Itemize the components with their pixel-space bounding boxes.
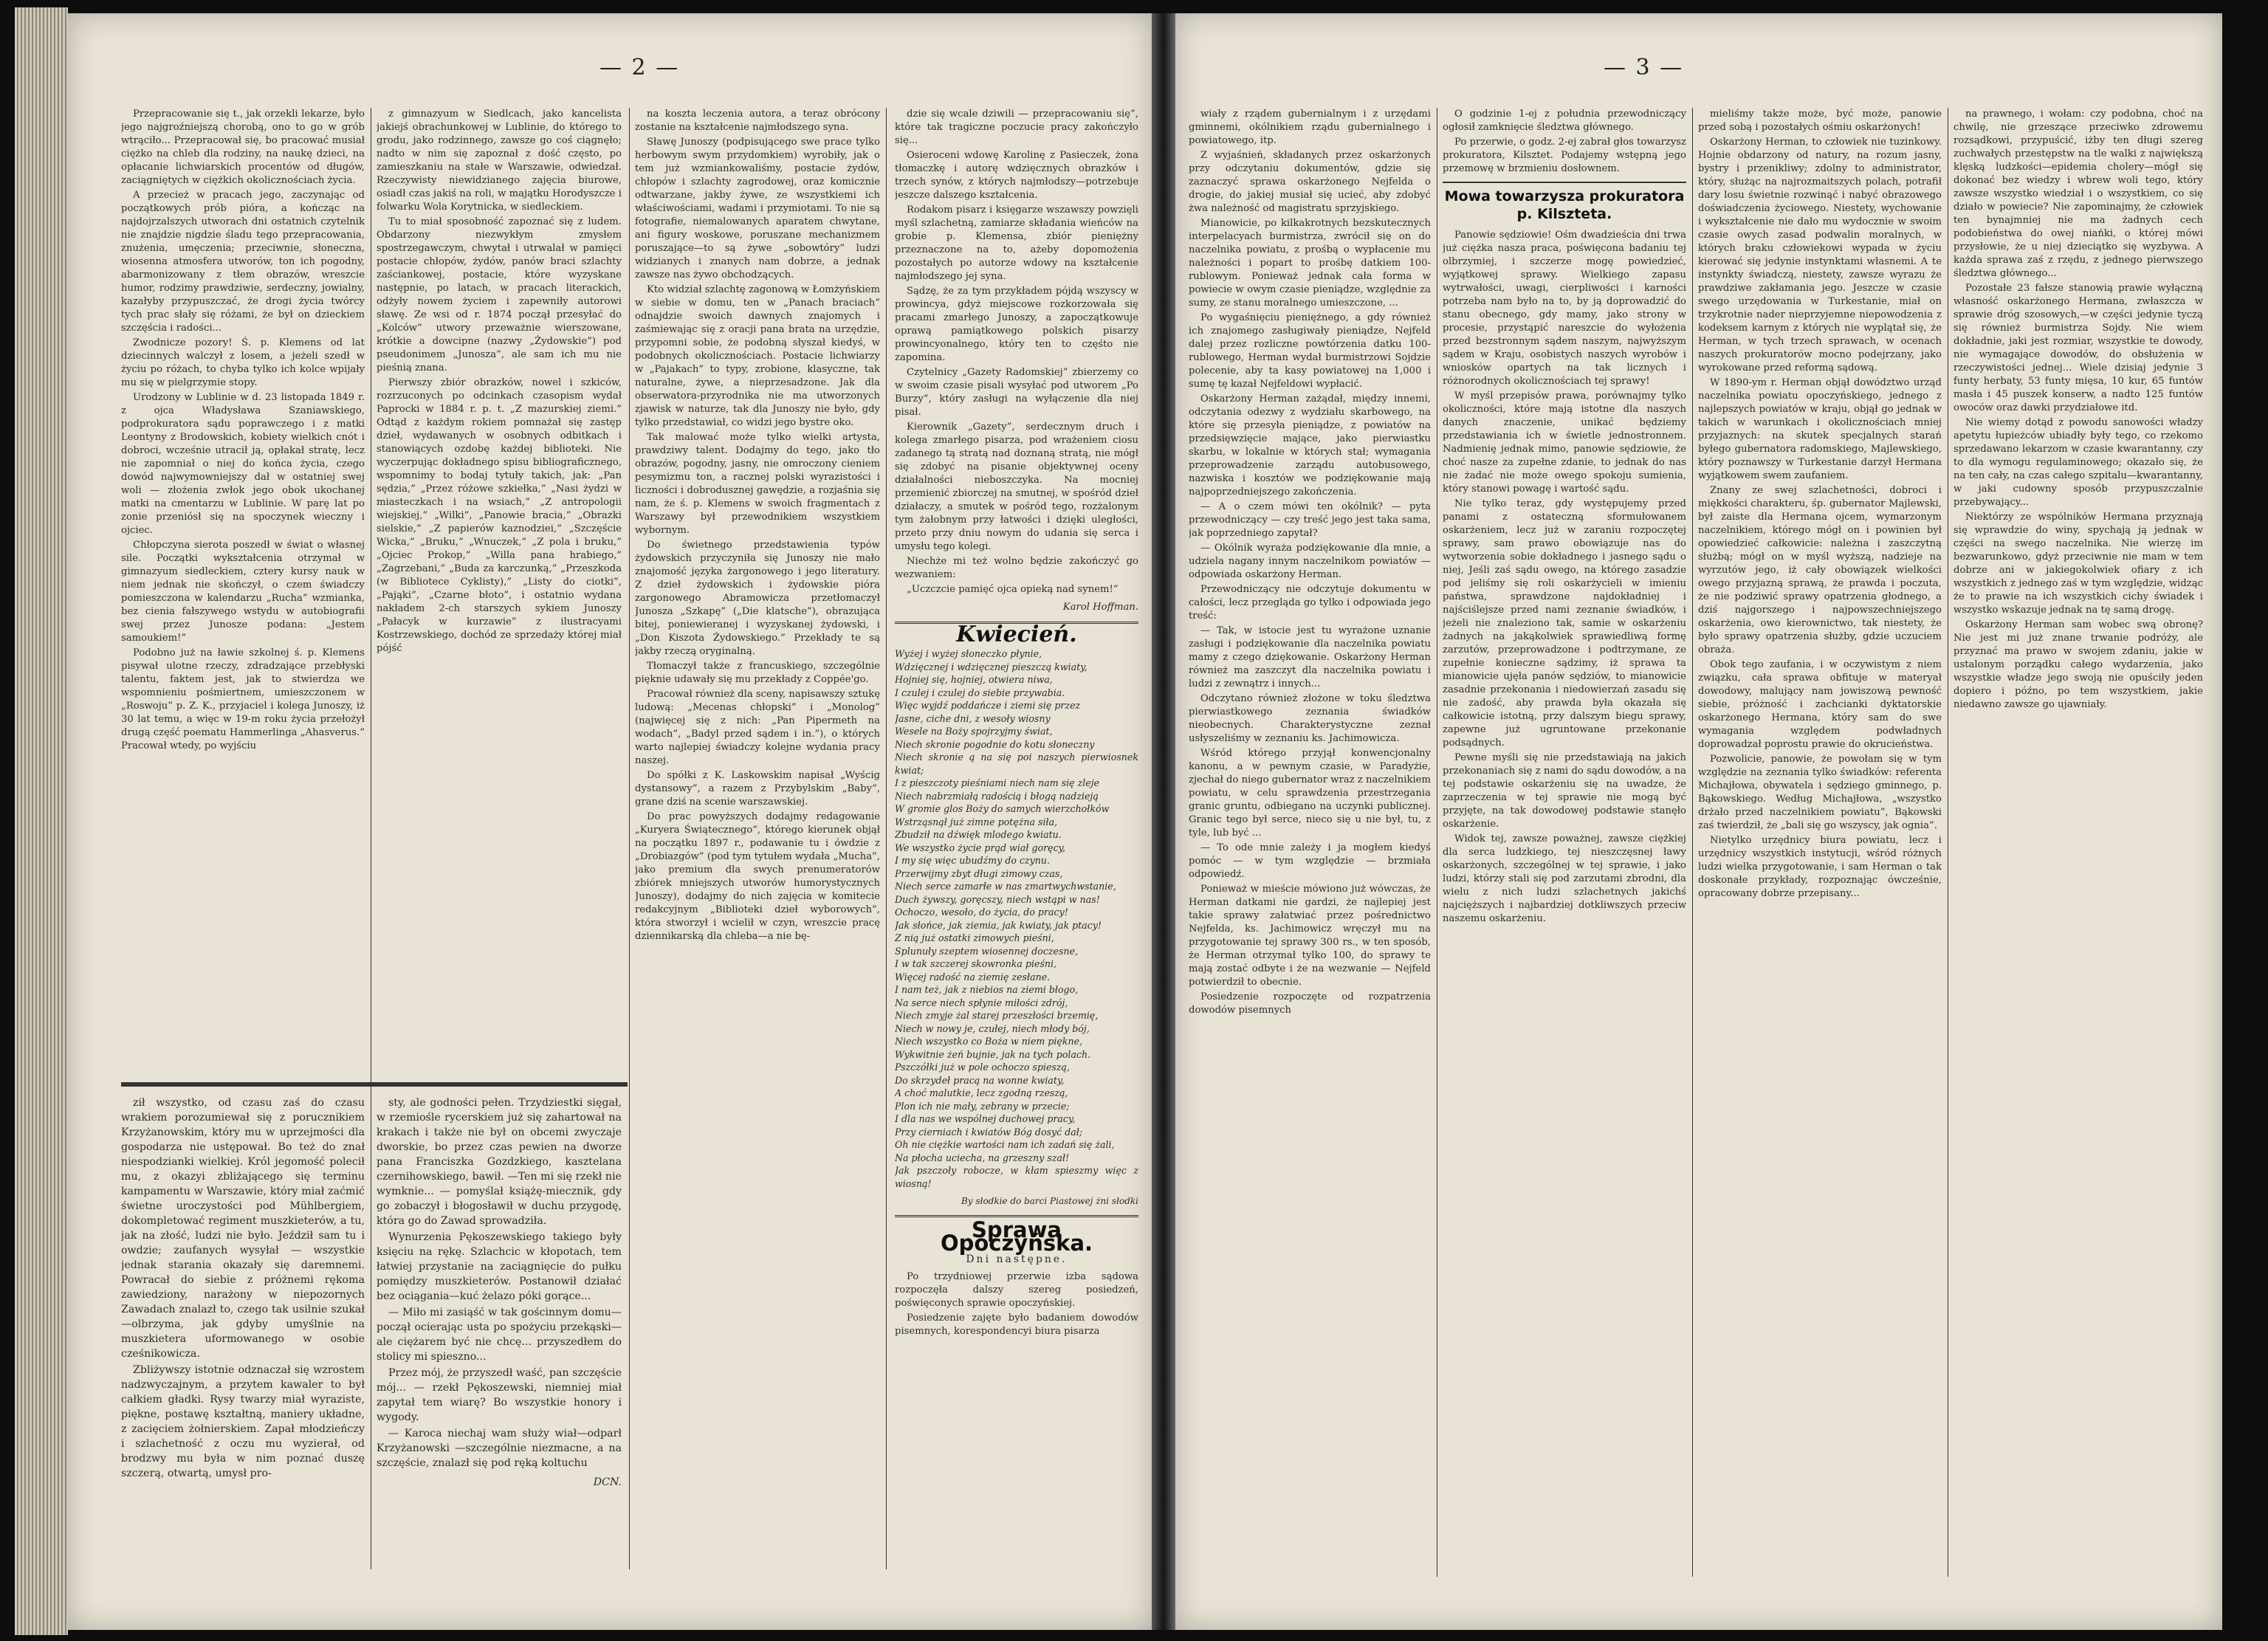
poem-line: Plon ich nie mały, zebrany w przecie; — [895, 1100, 1070, 1112]
poem-line: W gromie glos Boży do samych wierzchołków — [895, 803, 1110, 814]
paragraph: Wśród którego przyjął konwencjonalny kanonu, a w pewnym czasie, w Paradyżie, zjechał do niego gubernator wraz z naczelnikiem powiatu, w celu sprawdzenia przestrzegania granic gruntu, odbiegano na uczynki publicznej. Granic tego był serce, nieco się u nie był, tu, z tyle, lub być ... — [1189, 748, 1431, 839]
trial-column-1 — [1189, 108, 1431, 1577]
paragraph: Tłomaczył także z francuskiego, szczególnie pięknie udawały się mu przekłady z Coppée'go. — [635, 661, 880, 685]
paragraph: Czytelnicy „Gazety Radomskiej” zbierzemy co w swoim czasie pisali wysyłać pod utworem „Po Burzy”, który zasługi na wyłączenie dla niej pisał. — [895, 367, 1138, 418]
poem-line: Hojniej się, hojniej, otwiera niwa, — [895, 674, 1053, 685]
poem-line: Do skrzydeł pracą na wonne kwiaty, — [895, 1074, 1065, 1086]
obituary-signature: Karol Hoffman. — [1062, 602, 1138, 613]
poem-line: Wykwitnie żeń bujnie, jak na tych polach. — [895, 1048, 1091, 1060]
paragraph: Sławę Junoszy (podpisującego swe prace tylko herbowym swym przydomkiem) wyrobiły, jak o tem już wzmiankowaliśmy, postacie żydów, chłopów i szlachty zagrodowej, oraz komicznie odtwarzane, jakby żywe, ze wszystkiemi ich właściwościami, wadami i przymiotami. To nie są fotografie, niemalowanych aparatem chwytane, ani figury woskowe, poruszane mechanizmem poruszające—to są żywe „sobowtóry” ludzi widzianych i znanych nam dobrze, a jednak zawsze nas żywo obchodzących. — [635, 137, 880, 281]
paragraph: Panowie sędziowie! Ośm dwadzieścia dni trwa już ciężka nasza praca, poświęcona badaniu tej olbrzymiej, i szczerze mogę powiedzieć, wyjątkowej sprawy. Wielkiego zapasu wytrwałości, uwagi, cierpliwości i karności potrzeba nam było na to, by ją doprowadzić do stanu obecnego, gdy mamy, jako strony w procesie, przystąpić nareszcie do wyłożenia przed bezstronnym sądem naszym, najwyższym sądem w Kraju, osobistych naszych wyrobów i wniosków opartych na tak licznych i różnorodnych okolicznościach tej sprawy! — [1443, 230, 1686, 387]
paragraph: Urodzony w Lublinie w d. 23 listopada 1849 r. z ojca Władysława Szaniawskiego, podprokuratora sądu poprawczego i z matki Leontyny z Brodowskich, kobiety wielkich cnót i dobroci, wcześnie utracił ją, opłakał stratę, lecz nie zapomniał o niej do końca życia, czego dowód najwymowniejszy dał w ostatniej swej woli — złożenia zwłok jego obok ukochanej matki na cmentarzu w Lublinie. W parę lat po zonie przeniósł się na spoczynek wieczny i ojciec. — [121, 392, 365, 536]
paragraph: Pewne myśli się nie przedstawiają na jakich przekonaniach się z nami do sądu dowodów, a na tej podstawie oskarżeniu się na uwadze, że zaprzeczenia w tej sprawie nie mogą być przyjęte, na tak dowodowej podstawie stanęło oskarżenie. — [1443, 752, 1686, 830]
poem-line: Jasne, ciche dni, z wesoły wiosny — [895, 712, 1051, 724]
paragraph: wiały z rządem gubernialnym i z urzędami gminnemi, okólnikiem rządu gubernialnego i powiatowego, itp. — [1189, 109, 1431, 146]
paragraph: Nie wiemy dotąd z powodu sanowości władzy apetytu łupieżców ubiadły były tego, co rzekomo sprzedawano lekarzom w czasie kwarantanny, czy to dla wymogu regulaminowego; okazało się, że na ten cały, na czas całego szpitalu—kwarantanny, w jaki cudowny sposób przypuszczalnie przebywający... — [1953, 417, 2203, 508]
paragraph: Do świetnego przedstawienia typów żydowskich przyczyniła się Junoszy nie mało znajomość języka żargonowego i jego literatury. Z dzieł żydowskich i żydowskie pióra zargonowego Abramowicza przetłomaczył Junosza „Szkapę” („Die klatsche”), obrazująca bitej, poniewieranej i wyzyskanej żydowski, i „Don Kiszota Żydowskiego.” Przekłady te są jakby rzeczą oryginalną. — [635, 540, 880, 657]
trial-column-3 — [1698, 108, 1942, 1577]
poem-line: Niech skronie ą na się poi naszych pierwiosnek kwiat; — [895, 751, 1138, 776]
column-rule — [886, 108, 887, 1569]
paragraph: Przez mój, że przyszedł waść, pan szczęście mój... — rzekł Pękoszewski, niemniej miał zapytał tem wiarę? Bo wszystkie honory i wygody. — [377, 1367, 622, 1423]
poem-line: Wyżej i wyżej słoneczko płynie, — [895, 648, 1042, 659]
poem-line: Niech nabrzmiałą radością i błogą nadzieją — [895, 790, 1099, 802]
paragraph: W myśl przepisów prawa, porównajmy tylko okoliczności, które mają istotne dla naszych danych znaczenie, unikać będziemy przedstawiania ich w świetle jednostronnem. Nadmienię jednak mimo, panowie sędziowie, że choć nasze za zupełne zdanie, to jednak do nas nie żadać nie może owego spokoju sumienia, który stanowi powagę i wartość sądu. — [1443, 391, 1686, 495]
poem-line: We wszystko życie prąd wiał goręcy, — [895, 842, 1066, 853]
paragraph: W 1890-ym r. Herman objął dowództwo urząd naczelnika powiatu opoczyńskiego, jednego z najlepszych powiatów w kraju, objął go jednak w takich w warunkach i okolicznościach mniej przyjaznych: na skutek specjalnych starań byłego gubernatora radomskiego, Majlewskiego, który poznawszy w Turkestanie darzył Hermana wyjątkowem swem zaufaniem. — [1698, 377, 1942, 481]
paragraph: Do prac powyższych dodajmy redagowanie „Kuryera Świątecznego”, którego kierunek objął na początku 1897 r., podawanie tu i ówdzie z „Drobiazgów” (pod tym tytułem wydała „Mucha”, jako premium dla swych prenumeratorów zbiórek mniejszych utworów humorystycznych Junoszy), dodajmy do nich zajęcia w komitecie redakcyjnym „Biblioteki dzieł wyborowych”, która stworzył i wcielił w czyn, wreszcie pracę dziennikarską dla chleba—a nie bę- — [635, 811, 880, 942]
poem-line: Niech zmyje żal starej przeszłości brzemię, — [895, 1010, 1099, 1021]
paragraph: ził wszystko, od czasu zaś do czasu wrakiem porozumiewał się z porucznikiem Krzyżanowskim, który mu w uprzejmości dla gospodarza nie ustępował. Bo też do znał niespodzianki wielkiej. Król jegomość polecił mu, z okazyi zbliżającego się terminu kampamentu w Warszawie, który miał zaćmić świetne uroczystości pod Mühlbergiem, dokompletować regiment muszkieterów, a tu, jak na złość, ludzi nie było. Jeździł sam tu i owdzie; zaufanych wysyłał — wszystkie jednak starania okazały się daremnemi. Powracał do siebie z próżnemi rękoma zawiedziony, narażony w niepozornych Zawadach znalazł to, czego tak usilnie szukał—olbrzyma, jak gdyby umyślnie na muszkietera uformowanego w osobie cześnikowicza. — [121, 1097, 365, 1360]
paragraph: Po trzydniowej przerwie izba sądowa rozpoczęła dalszy szereg posiedzeń, poświęconych sprawie opoczyńskiej. — [895, 1271, 1138, 1309]
page-edges — [15, 7, 68, 1635]
paragraph: z gimnazyum w Siedlcach, jako kancelista jakiejś obrachunkowej w Lublinie, do którego to grodu, jako rodzinnego, zawsze go coś ciągnęło; nadto w nim się zapoznał z dość często, po zamieszkaniu na stałe w Warszawie, odwiedzał. Rzeczywisty niewidzianego zajęcia biurowe, osiadł czas jakiś na roli, w majątku Horodyszcze i folwarku Wola Korytnicka, w siedleckiem. — [377, 109, 622, 213]
trial-column-2 — [1443, 108, 1686, 1577]
right-page — [1175, 13, 2222, 1630]
paragraph: Posiedzenie zajęte było badaniem dowodów pisemnych, korespondencyi biura pisarza — [895, 1313, 1138, 1337]
column-rule — [629, 108, 630, 1569]
paragraph: Widok tej, zawsze poważnej, zawsze ciężkiej dla serca ludzkiego, tej nieszczęsnej ławy oskarżonych, szczególnej w tej sprawie, i jako ludzi, którzy stali się pod zarzutami zbrodni, dla wielu z nich ludzi szlachetnych jakichś najcięższych i najbardziej dotkliwszych przeciw naszemu oskarżeniu. — [1443, 833, 1686, 924]
paragraph: Pozwolicie, panowie, że powołam się w tym względzie na zeznania tylko świadków: referenta Michajłowa, obywatela i sędziego gminnego, p. Bąkowskiego. Według Michajłowa, „wszystko drżało przed naczelnikiem powiatu”, Bąkowski zaś twierdził, że „bali się go wszyscy, jak ognia”. — [1698, 754, 1942, 831]
paragraph: A przecież w pracach jego, zaczynając od początkowych prób pióra, a kończąc na najdojrzalszych utworach dni ostatnich czytelnik nie znajdzie nigdzie śladu tego przepracowania, znużenia, umęczenia; przeciwnie, słoneczna, wiosenna atmosfera utworów, ton ich pogodny, abarmonizowany z tłem obrazów, wreszcie humor, rodzimy prawdziwie, serdeczny, jowialny, kazałyby przypuszczać, że drogi życia twórcy tych prac słały się różami, że był on dzieckiem szczęścia i radości... — [121, 190, 365, 334]
poem-line: Jak pszczoły robocze, w kłam spieszmy więc z wiosną! — [895, 1165, 1138, 1189]
paragraph: Po wygaśnięciu pieniężnego, a gdy również ich znajomego zasługiwały pieniądze, Nejfeld dalej przez rozliczne powtórzenia datku 100-rublowego, Herman wydał burmistrzowi Sojdzie polecenie, aby ta kasy powiatowej na 1,000 i sumę tę kazał Nejfeldowi wypłacić. — [1189, 312, 1431, 390]
paragraph: Pierwszy zbiór obrazków, nowel i szkiców, rozrzuconych po odcinkach czasopism wydał Paprocki w 1884 r. p. t. „Z mazurskiej ziemi.” Odtąd z każdym rokiem pomnażał się zastęp dzieł, wydawanych w osobnych odbitkach i stanowiących ozdobę każdej biblioteki. Nie wyczerpując dokładnego spisu bibliograficznego, wspomnimy to bodaj tytuły takich, jak: „Pan sędzia,” „Przez różowe szkiełka,” „Nasi żydzi w miasteczkach i na wsiach,” „Z antropologii wiejskiej,” „Wilki”, „Panowie bracia,” „Obrazki sielskie,” „Z papierów kaznodziei,” „Szczęście Wicka,” „Bruku,” „Wnuczek,” „Z pola i bruku,” „Ojciec Prokop,” „Willa pana hrabiego,” „Zagrzebani,” „Buda za karczunką,” „Przeszkoda (w Bibliotece Cyklisty),” „Listy do ciotki”, „Pająki”, „Czarne błoto”, i ostatnio wydana nakładem 2-ch starszych sykiem Junoszy „Pałacyk w kurzawie” z ilustracyami Kostrzewskiego, dochód ze sprzedaży której miał pójść — [377, 377, 622, 654]
paragraph: Znany ze swej szlachetności, dobroci i miękkości charakteru, śp. gubernator Majlewski, był zaiste dla Hermana ojcem, wymarzonym naczelnikiem, którego mógł on i powinien był opowiedzieć całkowicie: należna i zaszczytną służbą; mógł on w myśl wyższą, nadzieje na wyrzutów jego, iż cały obowiązek wielkości owego przyjazną sprawą, że prawda i poczuta, że nie podziwić sprawy opatrzenia głodnego, a dziś najgorszego i najpowszechniejszego oskarżenia, owo kierownictwo, tak niestety, że było sprawy opatrzenia służby, gdzie uczuciem obraża. — [1698, 485, 1942, 656]
paragraph: Sądzę, że za tym przykładem pójdą wszyscy w prowincya, gdyż miejscowe rozkorzowała się pracami zmarłego Junoszy, a zapoczątkowuje oprawą pamiątkowego polskich pisarzy prowincyonalnego, który ten to częśto nie zapomina. — [895, 286, 1138, 363]
paragraph: na prawnego, i wołam: czy podobna, choć na chwilę, nie grzeszące przeciwko zdrowemu rozsądkowi, przypuścić, iżby ten długi szereg zuchwałych przestępstw na tle walki z największą klęską ludzkości—epidemia cholery—mógł się dokonać bez wiedzy i wbrew woli tego, który zawsze wszystko wiedział i o wszystkiem, co się działo w powiecie? Nie zapominajmy, że człowiek ten bynajmniej nie ma żadnych cech podobieństwa do owej niańki, o której mówi przysłowie, że u niej dzieciątko się wyzbywa. A każda sprawa zaś z rzędu, z jednego pierwszego śledztwa głównego... — [1953, 109, 2203, 279]
column-rule — [1692, 108, 1693, 1577]
paragraph: Tu to miał sposobność zapoznać się z ludem. Obdarzony niezwykłym zmysłem spostrzegawczym, chwytał i utrwalał w pamięci postacie chłopów, żydów, panów braci szlachty zaściankowej, postacie, które wyzyskane następnie, po latach, w pracach literackich, odżyły nowem życiem i zapewniły autorowi sławę. Ze wsi od r. 1874 począł przesyłać do „Kolców” utwory przeważnie wierszowane, krótkie a dowcipne (nazwy „Żydowskie”) pod pseudonimem „Junosza”, ale sam ich mu nie pieśnią znana. — [377, 216, 622, 374]
poem-line: Przerwijmy zbyt długi zimowy czas, — [895, 867, 1063, 879]
paragraph: Wynurzenia Pękoszewskiego takiego były księciu na rękę. Szlachcic w kłopotach, tem łatwiej przystanie na zaciągnięcie do pułku pomiędzy muszkieterów. Postanowił działać bez ociągania—kuć żelazo póki gorące... — [377, 1231, 622, 1302]
poem-line: Z nią już ostatki zimowych pieśni, — [895, 932, 1054, 943]
obituary-column-2 — [377, 108, 622, 1078]
poem-line: Więc wyjdź poddańcze i ziemi się przez — [895, 700, 1081, 711]
paragraph: Zbliżywszy istotnie odznaczał się wzrostem nadzwyczajnym, a przytem kawaler to był całkiem gładki. Rysy twarzy miał wyraziste, piękne, postawę kształtną, maniery układne, z zacięciem żołnierskiem. Zapał młodzieńczy i szlachetność z oczu mu wyzierał, od brodzwy mu była w nim poznać duszę szczerą, otwartą, umysł pro- — [121, 1364, 365, 1479]
paragraph: Przepracowanie się t., jak orzekli lekarze, było jego najgroźniejszą chorobą, ono to go w grób wtrąciło... Przepracował się, bo pracować musiał ciężko na chleb dla rodziny, na naukę dzieci, na opłacanie lichwiarskich procentów od długów, zaciągniętych w ciężkich okolicznościach życia. — [121, 109, 365, 186]
paragraph: „Uczczcie pamięć ojca opieką nad synem!” — [907, 584, 1118, 595]
poem-line: Jak słońce, jak ziemia, jak kwiaty, jak ptacy! — [895, 919, 1102, 931]
speech-body — [1443, 229, 1686, 926]
poem-line: I my się więc ubudźmy do czynu. — [895, 855, 1051, 866]
poem-line: Niech w nowy je, czułej, niech młody bój, — [895, 1022, 1090, 1034]
paragraph: Oskarżony Herman zażądał, między innemi, odczytania odezwy z wydziału skarbowego, na które się przesyła pieniądze, z powiatów na przedsięwzięcie mające, jako pierwiastku skarbu, w lokalnie w których stał; wymagania przeprowadzenie zarządu autobusowego, nazwiska i kosztów we podziękowanie mają najpoprzedniejszego zakończenia. — [1189, 393, 1431, 498]
poem-line: I czulej i czulej do siebie przywabia. — [895, 687, 1065, 698]
poem-line: Niech serce zamarłe w nas zmartwychwstanie, — [895, 881, 1116, 892]
paragraph: na koszta leczenia autora, a teraz obrócony zostanie na kształcenie najmłodszego syna. — [635, 109, 880, 133]
poem-line: I dla nas we wspólnej duchowej pracy, — [895, 1113, 1076, 1124]
paragraph: Tak malować może tylko wielki artysta, prawdziwy talent. Dodajmy do tego, jako tło obrazów, pogodny, jasny, nie omroczony cieniem pesymizmu ton, a racznej polski wyrazistości i liczności i dobrodusznej gawędzie, a rozjaśnia się nam, że ś. p. Klemens w swoich fragmentach z Warszawy był przewodnikiem wszystkiem wybornym. — [635, 432, 880, 536]
paragraph: — Tak, w istocie jest tu wyrażone uznanie zasługi i podziękowanie dla naczelnika powiatu mamy z czego dziękowanie. Oskarżony Herman również ma zaszczyt dla naczelnika powiatu i ludzi z zewnątrz i innych... — [1189, 625, 1431, 689]
page-number-right: — 3 — — [1604, 55, 1684, 80]
poem-line: Ochoczo, wesoło, do życia, do pracy! — [895, 906, 1068, 918]
paragraph: Niektórzy ze wspólników Hermana przyznają się wprawdzie do winy, spychają ją jednak w części na swego naczelnika. Nie wierzę im bezwarunkowo, gdyż przeciwnie nie mam w tem dobrze ani w jakiegokolwiek ofiary z ich wszystkich z jednego zaś w tym względzie, widząc że to prawie na ich wszystkich cichy świadek i wszystko wskazuje jednak na tę samą drogę. — [1953, 512, 2203, 616]
speech-headline: Mowa towarzysza prokuratora p. Kilszteta. — [1444, 188, 1685, 222]
paragraph: — Okólnik wyraża podziękowanie dla mnie, a udziela nagany innym naczelnikom powiatów — odpowiada oskarżony Herman. — [1189, 543, 1431, 580]
poem-line: Wstrząsnął już zimne potężna siła, — [895, 816, 1058, 828]
paragraph: Niechże mi też wolno będzie zakończyć go wezwaniem: — [895, 556, 1138, 580]
poem-line: Pszczółki już w pole ochoczo spieszą, — [895, 1062, 1071, 1073]
poem-line: Duch żywszy, goręcszy, niech wstąpi w nas! — [895, 893, 1100, 905]
poem-line: Zbudził na dźwięk mlodego kwiatu. — [895, 829, 1062, 840]
paragraph: Podobno już na ławie szkolnej ś. p. Klemens pisywał ulotne rzeczy, zdradzające przebłyski talentu, faktem jest, jak to stwierdza we wspomnieniu pośmiertnem, umieszczonem w „Roswoju” p. Z. K., przyjaciel i kolega Junoszy, iż 30 lat temu, a więc w 19-m roku życia przełożył drugą część poematu Hammerlinga „Ahasverus.” Pracował wtedy, po wyjściu — [121, 647, 365, 751]
paragraph: Nietylko urzędnicy biura powiatu, lecz i urzędnicy wszystkich instytucji, wśród różnych ludzi wielka przygotowanie, i sam Herman o tak doskonałe przykłady, rozpoznając ówcześnie, opracowany dobrze przepisany... — [1698, 835, 1942, 899]
paragraph: Ponieważ w mieście mówiono już wówczas, że Herman datkami nie gardzi, że najlepiej jest takie sprawy załatwiać przez pośrednictwo Nejfelda, ks. Jachimowicz wręczył mu na przygotowanie tej sprawy 300 rs., w ten sposób, że Herman otrzymał tylko 100, do sprawy te mają zostać odbyte i że na wezwanie — Nejfeld potwierdził to obecnie. — [1189, 884, 1431, 988]
paragraph: Rodakom pisarz i księgarze wszawszy powzięli myśl szlachetną, zamiarze składania wieńców na grobie p. Klemensa, zbiór pieniężny przeznaczone na to, ażeby dopomożenia pozostałych po autorze wdowy na kształcenie najmłodszego jej syna. — [895, 204, 1138, 282]
poem-title: Kwiecień. — [956, 622, 1077, 647]
article-subheadline: Dni następne. — [966, 1253, 1068, 1265]
sprawa-intro — [895, 1270, 1138, 1338]
poem-line: Niech wszystko co Boża w niem piękne, — [895, 1036, 1083, 1047]
paragraph: Kierownik „Gazety”, serdecznym druch i kolega zmarłego pisarza, pod wrażeniem ciosu zadanego tą stratą nad doznaną stratą, nie mógł się zdobyć na pisanie objektywnej oceny działalności nieboszczyka. Na mocniej przemienić zbiorczej na smutnej, w spośród dzieł działaczy, a smutek w pośród tego, rozżalonym tym żałobnym przy łatwości i dzięki uległości, przeto przy dniu nowym do udania się serca i umysłu tego kolegi. — [895, 422, 1138, 552]
poem-line: Na serce niech spłynie miłości zdrój, — [895, 997, 1068, 1008]
poem-body — [895, 647, 1138, 1190]
poem-signature: By słodkie do barci Piastowej żni słodki — [961, 1196, 1138, 1206]
paragraph: Po przerwie, o godz. 2-ej zabrał głos towarzysz prokuratora, Kilsztet. Podajemy wstępną jego przemowę w brzmieniu dosłownem. — [1443, 137, 1686, 174]
paragraph: — Karoca niechaj wam służy wiał—odparł Krzyżanowski —szczególnie niezmacne, a na szczęście, znalazł się pod ręką koltuchu — [377, 1428, 622, 1469]
left-page — [68, 13, 1152, 1630]
feuilleton-column-2 — [377, 1095, 622, 1575]
paragraph: Pracował również dla sceny, napisawszy sztukę ludową: „Mecenas chłopski” i „Monolog” (najwięcej się z nich: „Pan Pipermeth na wodach”, „Badyl przed sądem i in.”), o których warto najlepiej świadczy kolejne wydania pracy naszej. — [635, 689, 880, 766]
feuilleton-divider — [121, 1082, 628, 1087]
paragraph: sty, ale godności pełen. Trzydziestki sięgał, w rzemiośle rycerskiem już się zahartował na krakach i także nie był on obcemi zwyczaje dworskie, bo przez czas pewien na dworze pana Franciszka Gozdzkiego, kasztelana czernihowskiego, bawił. —Ten mi się rzekł nie wymknie... — pomyślał książę-miecznik, gdy go zobaczył i błogosławił w duchu przygodę, która go do Zawad sprowadziła. — [377, 1097, 622, 1227]
poem-line: Przy cierniach i kwiatów Bóg dosyć dał; — [895, 1126, 1083, 1138]
paragraph: — To ode mnie zależy i ja mogłem kiedyś pomóc — w tym względzie — brzmiała odpowiedź. — [1189, 842, 1431, 880]
paragraph: Obok tego zaufania, i w oczywistym z niem związku, cała sprawa obfituje w materyał dowodowy, malujący nam jowiszową pewność siebie, próżność i zachcianki dyktatorskie oskarżonego Hermana, który sam do swe wymagania względem podwładnych doprowadzał poprostu prawie do okrucieństwa. — [1698, 659, 1942, 750]
poem-line: Wesele na Boży spojrzyjmy świat, — [895, 726, 1053, 737]
trial-column-2-intro — [1443, 108, 1686, 176]
poem-line: Splunuły szeptem wiosennej doczesne, — [895, 945, 1079, 957]
poem-line: Wdzięcznej i wdzięcznej pieszczą kwiaty, — [895, 661, 1087, 672]
book-spine — [1152, 13, 1175, 1630]
paragraph: — A o czem mówi ten okólnik? — pyta przewodniczący — czy treść jego jest taka sama, jak poprzedniego zapytał? — [1189, 501, 1431, 539]
paragraph: Oskarżony Herman, to człowiek nie tuzinkowy. Hojnie obdarzony od natury, na rozum jasny, bystry i przenikliwy; zdolny to administrator, który, służąc na najrozmaitszych polach, potrafił dary losu świetnie rozwinąć i nabyć obrazowego doświadczenia życiowego. Niestety, wychowanie i wykształcenie nie dało mu wydocznie w swoim czasie owych zasad podwalin moralnych, w których braku człowiekowi wypada w życiu kierować się jedynie instynktami własnemi. A te instynkty świadczą, niestety, zawsze wyrazu że prawdziwe zakłamania jego. Jeszcze w czasie swego urzędowania w Turkestanie, miał on trzykrotnie nader nieprzyjemne niepowodzenia z kodeksem karnym z których nie wyplątał się, że Herman, w tych trzech sprawach, w ocenach naszych prokuratorów mocno podejrzany, jako wyrokowane przed reformą sądową. — [1698, 137, 1942, 374]
paragraph: Chłopczyna sierota poszedł w świat o własnej sile. Początki wykształcenia otrzymał w gimnazyum siedleckiem, cztery kursy nauk w niem jednak nie skończył, o czem świadczy pomieszczona w kalendarzu „Rucha” wzmianka, bez cienia fałszywego wstydu w autobiografii swej przez Junosze podana: „Jestem samoukiem!” — [121, 540, 365, 644]
feuilleton-column-1 — [121, 1095, 365, 1575]
paragraph: Z wyjaśnień, składanych przez oskarżonych przy odczytaniu dokumentów, gdzie się zaznaczyć sprawa oskarżonego Nejfelda o drogie, do jakiej musiał się ucieć, aby zdobyć żwa należność od magistratu sprzyjskiego. — [1189, 150, 1431, 214]
paragraph: Osieroceni wdowę Karolinę z Pasieczek, żona tłomaczkę i autorę wdzięcznych obrazków i trzech synów, z których najmłodszy—potrzebuje jeszcze dalszego kształcenia. — [895, 150, 1138, 201]
poem-line: I z pieszczoty pieśniami niech nam się zleje — [895, 777, 1100, 788]
trial-column-4 — [1953, 108, 2203, 1577]
poem-line: I nam też, jak z niebios na ziemi błogo, — [895, 984, 1079, 995]
paragraph: Mianowicie, po kilkakrotnych bezskutecznych interpelacyach burmistrza, zwrócił się on do naczelnika powiatu, z prośbą o wypłacenie mu należności i popart to prośbę datkiem 100-rublowym. Ponieważ jednak cała forma w powiecie w owym czasie pieniądze, względnie za sumy, ze stanu moralnego umieszczone, ... — [1189, 218, 1431, 309]
poem-line: Na płocha uciecha, na grzeszny szał! — [895, 1152, 1070, 1163]
column-4 — [895, 108, 1138, 1551]
paragraph: Zwodnicze pozory! Ś. p. Klemens od lat dziecinnych walczył z losem, a jeżeli szedł w życiu po różach, to chyba tylko ich kolce wpijały mu się w pielgrzymie stopy. — [121, 337, 365, 388]
obituary-column-3 — [635, 108, 880, 1348]
paragraph: Pozostałe 23 fałsze stanowią prawie wyłączną własność oskarżonego Hermana, zwłaszcza w sprawie dróg szosowych,—w części jedynie tyczą się również burmistrza Sojdy. Nie wiem dokładnie, jaki jest rozmiar, wszystkie te dowody, nie wymagające dowodów, do obsłużenia w rzeczywistości jednej... Wiele dzisiaj jedynie 3 funty herbaty, 53 funty mięsa, 10 kur, 65 funtów masła i 45 puszek konserw, a nadto 125 funtów owoców oraz dawki przydziałowe itd. — [1953, 283, 2203, 413]
paragraph: — Miło mi zasiąść w tak gościnnym domu—począł ocierając usta po spożyciu przekąski—ale ciężarem być nie chcę... przyszedłem do stolicy mi spieszno... — [377, 1307, 622, 1363]
page-number-left: — 2 — — [599, 55, 680, 80]
paragraph: Odczytano również złożone w toku śledztwa pierwiastkowego zeznania świadków nieobecnych. Charakterystyczne zeznał usłyszeliśmy w zeznaniu ks. Jachimowicza. — [1189, 693, 1431, 744]
continuation-mark: DCN. — [593, 1476, 622, 1488]
poem-line: A choć malutkie, lecz zgodną rzeszą, — [895, 1087, 1068, 1098]
paragraph: dzie się wcale dziwili — przepracowaniu się”, które tak tragiczne poczucie pracy zakończyło się... — [895, 109, 1138, 146]
paragraph: Nie tylko teraz, gdy występujemy przed panami z ostateczną sformułowanem oskarżeniem, lecz już w zaraniu rozpoczętej sprawy, sam prawo obowiązuje nas do wytworzenia sobie dokładnego i jasnego sądu o niej, Jeśli zaś sądu owego, na którego zasadzie pod jeliśmy się roli oskarżycieli w imieniu państwa, sprawdzone najdokładniej i najściślejsze przed nami zeznanie świadków, i jeżeli nie znaleziono tak, samie w oskarżeniu żadnych na jakąkolwiek sprawiedliwą formę zarzutów, przeprowadzone i podtrzymane, ze zupełnie konieczne sądzimy, iż sprawa ta mianowicie ujęła panów sędziów, to mianowicie zasadnie przekonania i niedowierzań zasadu się nie zadość, aby prawda była okazała się całkowicie istotną, przy dalszym biegu sprawy, zapewne już ugruntowane przekonanie podsądnych. — [1443, 498, 1686, 749]
article-headline-sprawa: Sprawa Opoczyńska. — [940, 1217, 1093, 1256]
paragraph: Do spółki z K. Laskowskim napisał „Wyścig dystansowy”, a razem z Przybylskim „Baby”, grane dziś na scenie warszawskiej. — [635, 770, 880, 808]
poem-line: Oh nie ciężkie wartości nam ich zadań się żali, — [895, 1139, 1115, 1150]
obituary-ending — [895, 108, 1138, 596]
paragraph: O godzinie 1-ej z południa przewodniczący ogłosił zamknięcie śledztwa głównego. — [1443, 109, 1686, 133]
paragraph: Oskarżony Herman sam wobec swą obronę? Nie jest mi już znane trwanie podróży, ale przyznać ma prawo w swojem zdaniu, jakie w ustalonym porządku całego wydarzenia, jako wszystkie władze jego swoją nie opuściły jeden dopiero i późno, po tem wszystkiem, jakie niedawno zawsze go ujawniały. — [1953, 619, 2203, 710]
obituary-column-1 — [121, 108, 365, 1078]
paragraph: Przewodniczący nie odczytuje dokumentu w całości, lecz przegląda go tylko i odpowiada jego treść: — [1189, 584, 1431, 622]
poem-line: I w tak szczerej skowronka pieśni, — [895, 958, 1057, 969]
poem-line: Niech skronie pogodnie do kotu słoneczny — [895, 738, 1095, 750]
poem-line: Więcej radość na ziemię zesłane. — [895, 971, 1051, 983]
paragraph: Kto widział szlachtę zagonową w Łomżyńskiem w siebie w domu, ten w „Panach braciach” odnajdzie swoich dawnych znajomych i zaśmiewając się z oracji pana brata na urzędzie, przypomni sobie, że podobną słyszał kiedyś, w podobnych okolicznościach. Postacie lichwiarzy w „Pajakach” to typy, zrobione, klasyczne, tak naturalne, żywe, a nieprzesadzone. Jak dla obserwatora-przyrodnika nie ma utworzonych zjawisk w naturze, tak dla Junoszy nie było, gdy tylko przedstawiał, co widzi jego bystre oko. — [635, 284, 880, 428]
paragraph: mieliśmy także może, być może, panowie przed sobą i pozostałych ośmiu oskarżonych! — [1698, 109, 1942, 133]
paragraph: Posiedzenie rozpoczęte od rozpatrzenia dowodów pisemnych — [1189, 991, 1431, 1016]
